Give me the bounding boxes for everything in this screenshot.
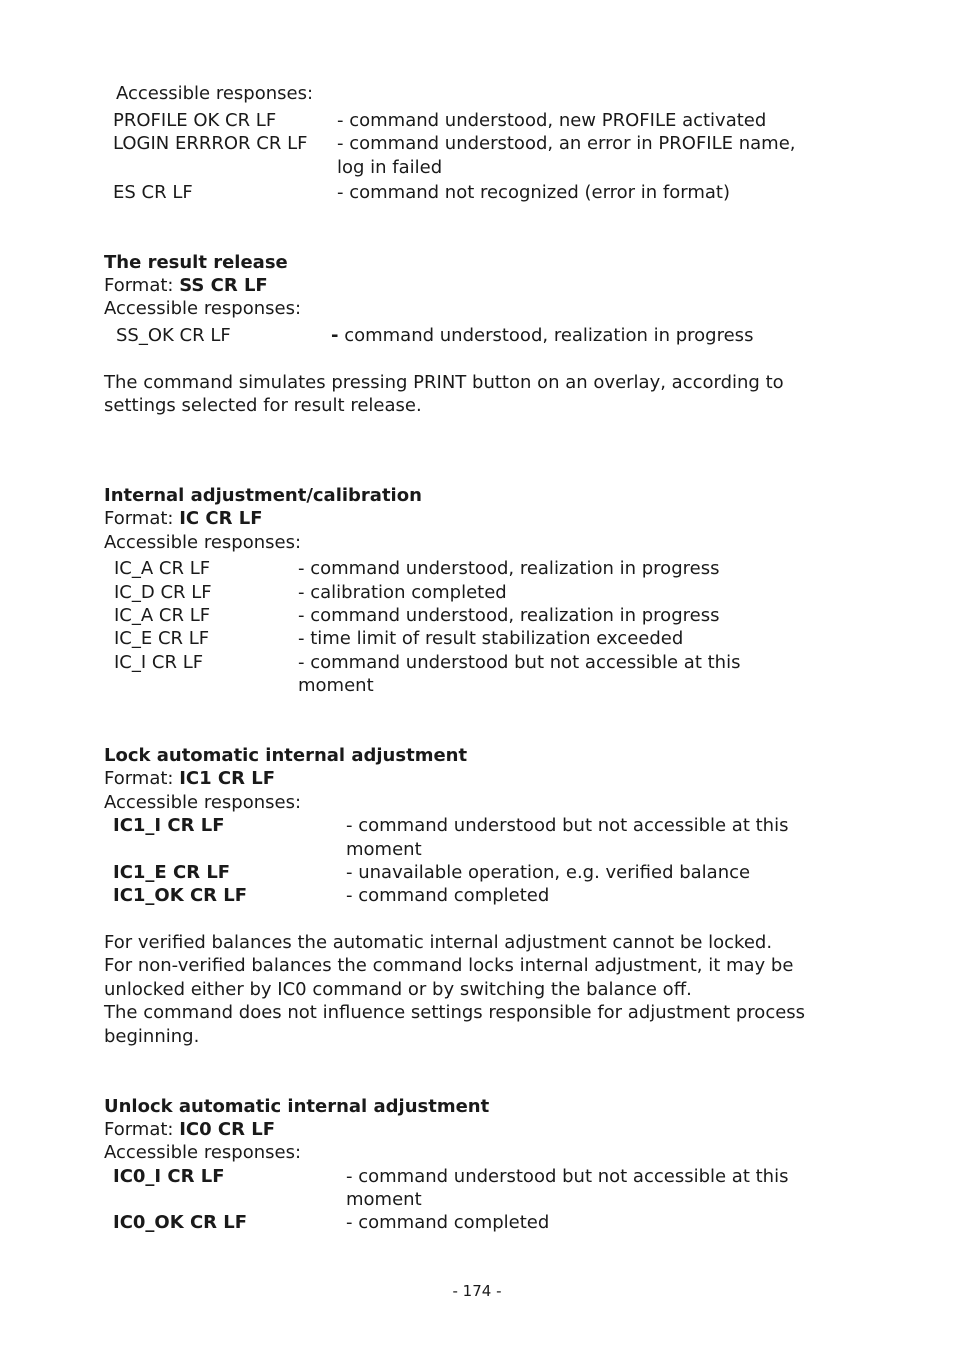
section-heading: Lock automatic internal adjustment xyxy=(104,745,468,766)
response-code: IC1_E CR LF xyxy=(113,862,231,883)
page-number: - 174 - xyxy=(452,1282,502,1300)
accessible-responses-label: Accessible responses: xyxy=(104,1142,302,1163)
response-row xyxy=(0,181,954,204)
paragraph-line: The command simulates pressing PRINT button on an overlay, according to xyxy=(104,372,784,393)
format-line xyxy=(104,274,268,297)
response-code: IC1_I CR LF xyxy=(113,815,225,836)
response-row xyxy=(0,604,954,627)
format-label: Format: xyxy=(104,768,180,789)
response-code: LOGIN ERRROR CR LF xyxy=(113,133,308,154)
response-description-continuation: moment xyxy=(298,675,374,696)
response-row-continuation xyxy=(0,674,954,697)
response-description: - command understood, an error in PROFILE name, xyxy=(337,133,796,154)
accessible-responses-label: Accessible responses: xyxy=(104,298,302,319)
response-code: IC_I CR LF xyxy=(114,652,204,673)
response-row xyxy=(0,627,954,650)
response-row xyxy=(0,884,954,907)
response-row xyxy=(0,1211,954,1234)
response-description-continuation: moment xyxy=(346,1189,422,1210)
response-row xyxy=(0,109,954,132)
response-code: IC1_OK CR LF xyxy=(113,885,248,906)
format-line xyxy=(104,1118,275,1141)
response-code: IC0_OK CR LF xyxy=(113,1212,248,1233)
paragraph-line: For verified balances the automatic internal adjustment cannot be locked. xyxy=(104,932,773,953)
response-row xyxy=(0,1165,954,1188)
response-description: - command not recognized (error in format) xyxy=(337,182,731,203)
response-row xyxy=(0,581,954,604)
accessible-responses-label: Accessible responses: xyxy=(104,532,302,553)
response-code: IC_A CR LF xyxy=(114,605,211,626)
paragraph-line: The command does not influence settings responsible for adjustment process xyxy=(104,1002,806,1023)
response-description: - command understood but not accessible at this xyxy=(346,1166,789,1187)
format-line xyxy=(104,767,275,790)
response-row xyxy=(0,861,954,884)
response-description: - command understood, realization in progress xyxy=(298,605,720,626)
paragraph-line: settings selected for result release. xyxy=(104,395,422,416)
response-description: - unavailable operation, e.g. verified balance xyxy=(346,862,751,883)
response-description: - command completed xyxy=(346,885,550,906)
response-description: - command understood, realization in progress xyxy=(298,558,720,579)
response-description-text: command understood, realization in progress xyxy=(338,325,754,346)
response-description: - command understood, new PROFILE activated xyxy=(337,110,767,131)
format-label: Format: xyxy=(104,508,180,529)
format-label: Format: xyxy=(104,1119,180,1140)
format-line xyxy=(104,507,263,530)
response-row xyxy=(0,557,954,580)
response-row-continuation xyxy=(0,156,954,179)
response-row xyxy=(0,132,954,155)
paragraph-line: For non-verified balances the command locks internal adjustment, it may be xyxy=(104,955,794,976)
response-row-continuation xyxy=(0,1188,954,1211)
response-row xyxy=(0,324,954,347)
response-description-continuation: moment xyxy=(346,839,422,860)
response-code: IC_E CR LF xyxy=(114,628,210,649)
response-row xyxy=(0,651,954,674)
section-heading: The result release xyxy=(104,252,288,273)
response-dash: - xyxy=(331,325,339,346)
format-label: Format: xyxy=(104,275,180,296)
response-description-continuation: log in failed xyxy=(337,157,443,178)
response-row-continuation xyxy=(0,838,954,861)
paragraph-line: unlocked either by IC0 command or by switching the balance off. xyxy=(104,979,692,1000)
response-description: - time limit of result stabilization exceeded xyxy=(298,628,684,649)
response-code: IC_D CR LF xyxy=(114,582,212,603)
format-value: IC1 CR LF xyxy=(179,768,276,789)
response-code: SS_OK CR LF xyxy=(116,325,231,346)
section-heading: Internal adjustment/calibration xyxy=(104,485,422,506)
response-code: ES CR LF xyxy=(113,182,193,203)
response-description: - command understood but not accessible at this xyxy=(346,815,789,836)
response-row xyxy=(0,814,954,837)
response-code: IC_A CR LF xyxy=(114,558,211,579)
format-value: IC0 CR LF xyxy=(179,1119,276,1140)
response-description: - calibration completed xyxy=(298,582,507,603)
response-description: - command understood but not accessible at this xyxy=(298,652,741,673)
response-code: PROFILE OK CR LF xyxy=(113,110,277,131)
accessible-responses-label: Accessible responses: xyxy=(116,83,314,104)
response-description xyxy=(331,324,851,347)
format-value: SS CR LF xyxy=(179,275,268,296)
response-code: IC0_I CR LF xyxy=(113,1166,225,1187)
accessible-responses-label: Accessible responses: xyxy=(104,792,302,813)
paragraph-line: beginning. xyxy=(104,1026,200,1047)
response-description: - command completed xyxy=(346,1212,550,1233)
format-value: IC CR LF xyxy=(179,508,263,529)
section-heading: Unlock automatic internal adjustment xyxy=(104,1096,490,1117)
